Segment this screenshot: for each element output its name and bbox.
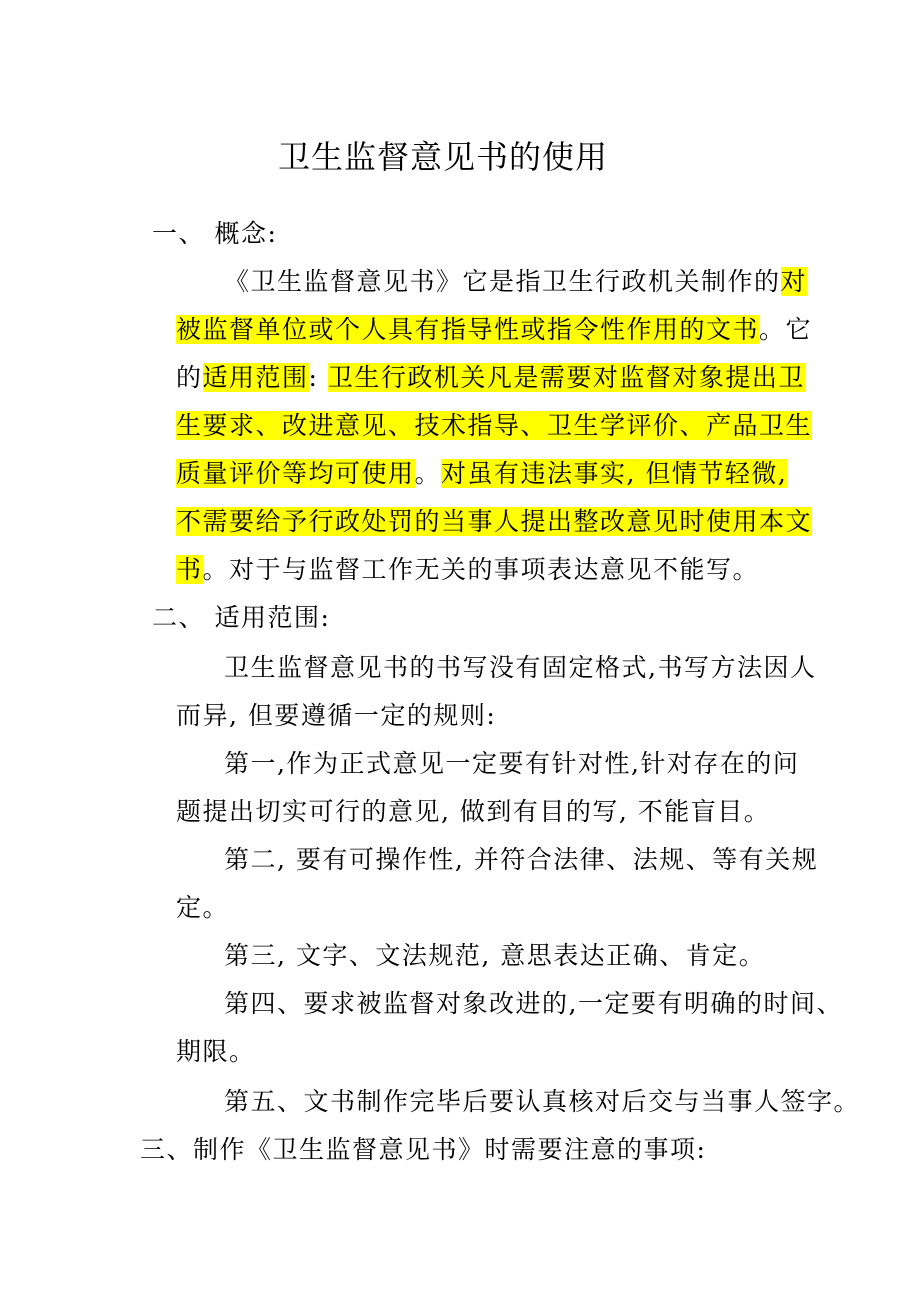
text-segment: 。对于与监督工作无关的事项表达意见不能写。 <box>202 555 760 584</box>
page-title: 卫生监督意见书的使用 <box>277 138 608 177</box>
rule-2-line: 定。 <box>176 893 230 922</box>
paragraph-line <box>176 546 759 594</box>
rule-1-line: 第一,作为正式意见一定要有针对性,针对存在的问 <box>224 749 800 778</box>
highlighted-text: 适用范围 <box>202 363 309 392</box>
paragraph-line <box>224 258 808 306</box>
text-segment: 。 <box>414 459 442 488</box>
text-segment: : <box>308 363 328 392</box>
highlighted-text: 对虽有违法事实, 但情节轻微, <box>441 459 788 488</box>
rule-2-line: 第二, 要有可操作性, 并符合法律、法规、等有关规 <box>224 845 819 874</box>
highlighted-text: 对 <box>780 267 808 296</box>
highlighted-text: 不需要给予行政处罚的当事人提出整改意见时使用本文 <box>176 507 813 536</box>
text-segment: 《卫生监督意见书》它是指卫生行政机关制作的 <box>224 267 781 296</box>
rule-4-line: 期限。 <box>176 1037 256 1066</box>
section-heading-concept: 一、 概念: <box>152 219 278 248</box>
text-segment: 。它 <box>759 315 813 344</box>
paragraph-line: 卫生监督意见书的书写没有固定格式,书写方法因人 <box>224 653 817 682</box>
rule-3-line: 第三, 文字、文法规范, 意思表达正确、肯定。 <box>224 941 766 970</box>
paragraph-line: 而异, 但要遵循一定的规则: <box>176 701 497 730</box>
highlighted-text: 书 <box>176 555 203 584</box>
paragraph-line <box>176 354 805 402</box>
highlighted-text: 卫生行政机关凡是需要对监督对象提出卫 <box>327 363 805 392</box>
text-segment: 的 <box>176 363 203 392</box>
section-heading-notes: 三、制作《卫生监督意见书》时需要注意的事项: <box>140 1135 707 1164</box>
highlighted-text: 被监督单位或个人具有指导性或指令性作用的文书 <box>176 315 760 344</box>
highlighted-text: 生要求、改进意见、技术指导、卫生学评价、产品卫生 <box>176 411 813 440</box>
paragraph-line <box>176 306 813 354</box>
rule-4-line: 第四、要求被监督对象改进的,一定要有明确的时间、 <box>224 989 843 1018</box>
rule-5-line: 第五、文书制作完毕后要认真核对后交与当事人签字。 <box>224 1087 861 1116</box>
paragraph-line <box>176 450 788 498</box>
highlighted-text: 质量评价等均可使用 <box>176 459 415 488</box>
paragraph-line <box>176 498 813 546</box>
paragraph-line <box>176 402 813 450</box>
section-heading-scope: 二、 适用范围: <box>152 603 331 632</box>
rule-1-line: 题提出切实可行的意见, 做到有目的写, 不能盲目。 <box>176 797 771 826</box>
